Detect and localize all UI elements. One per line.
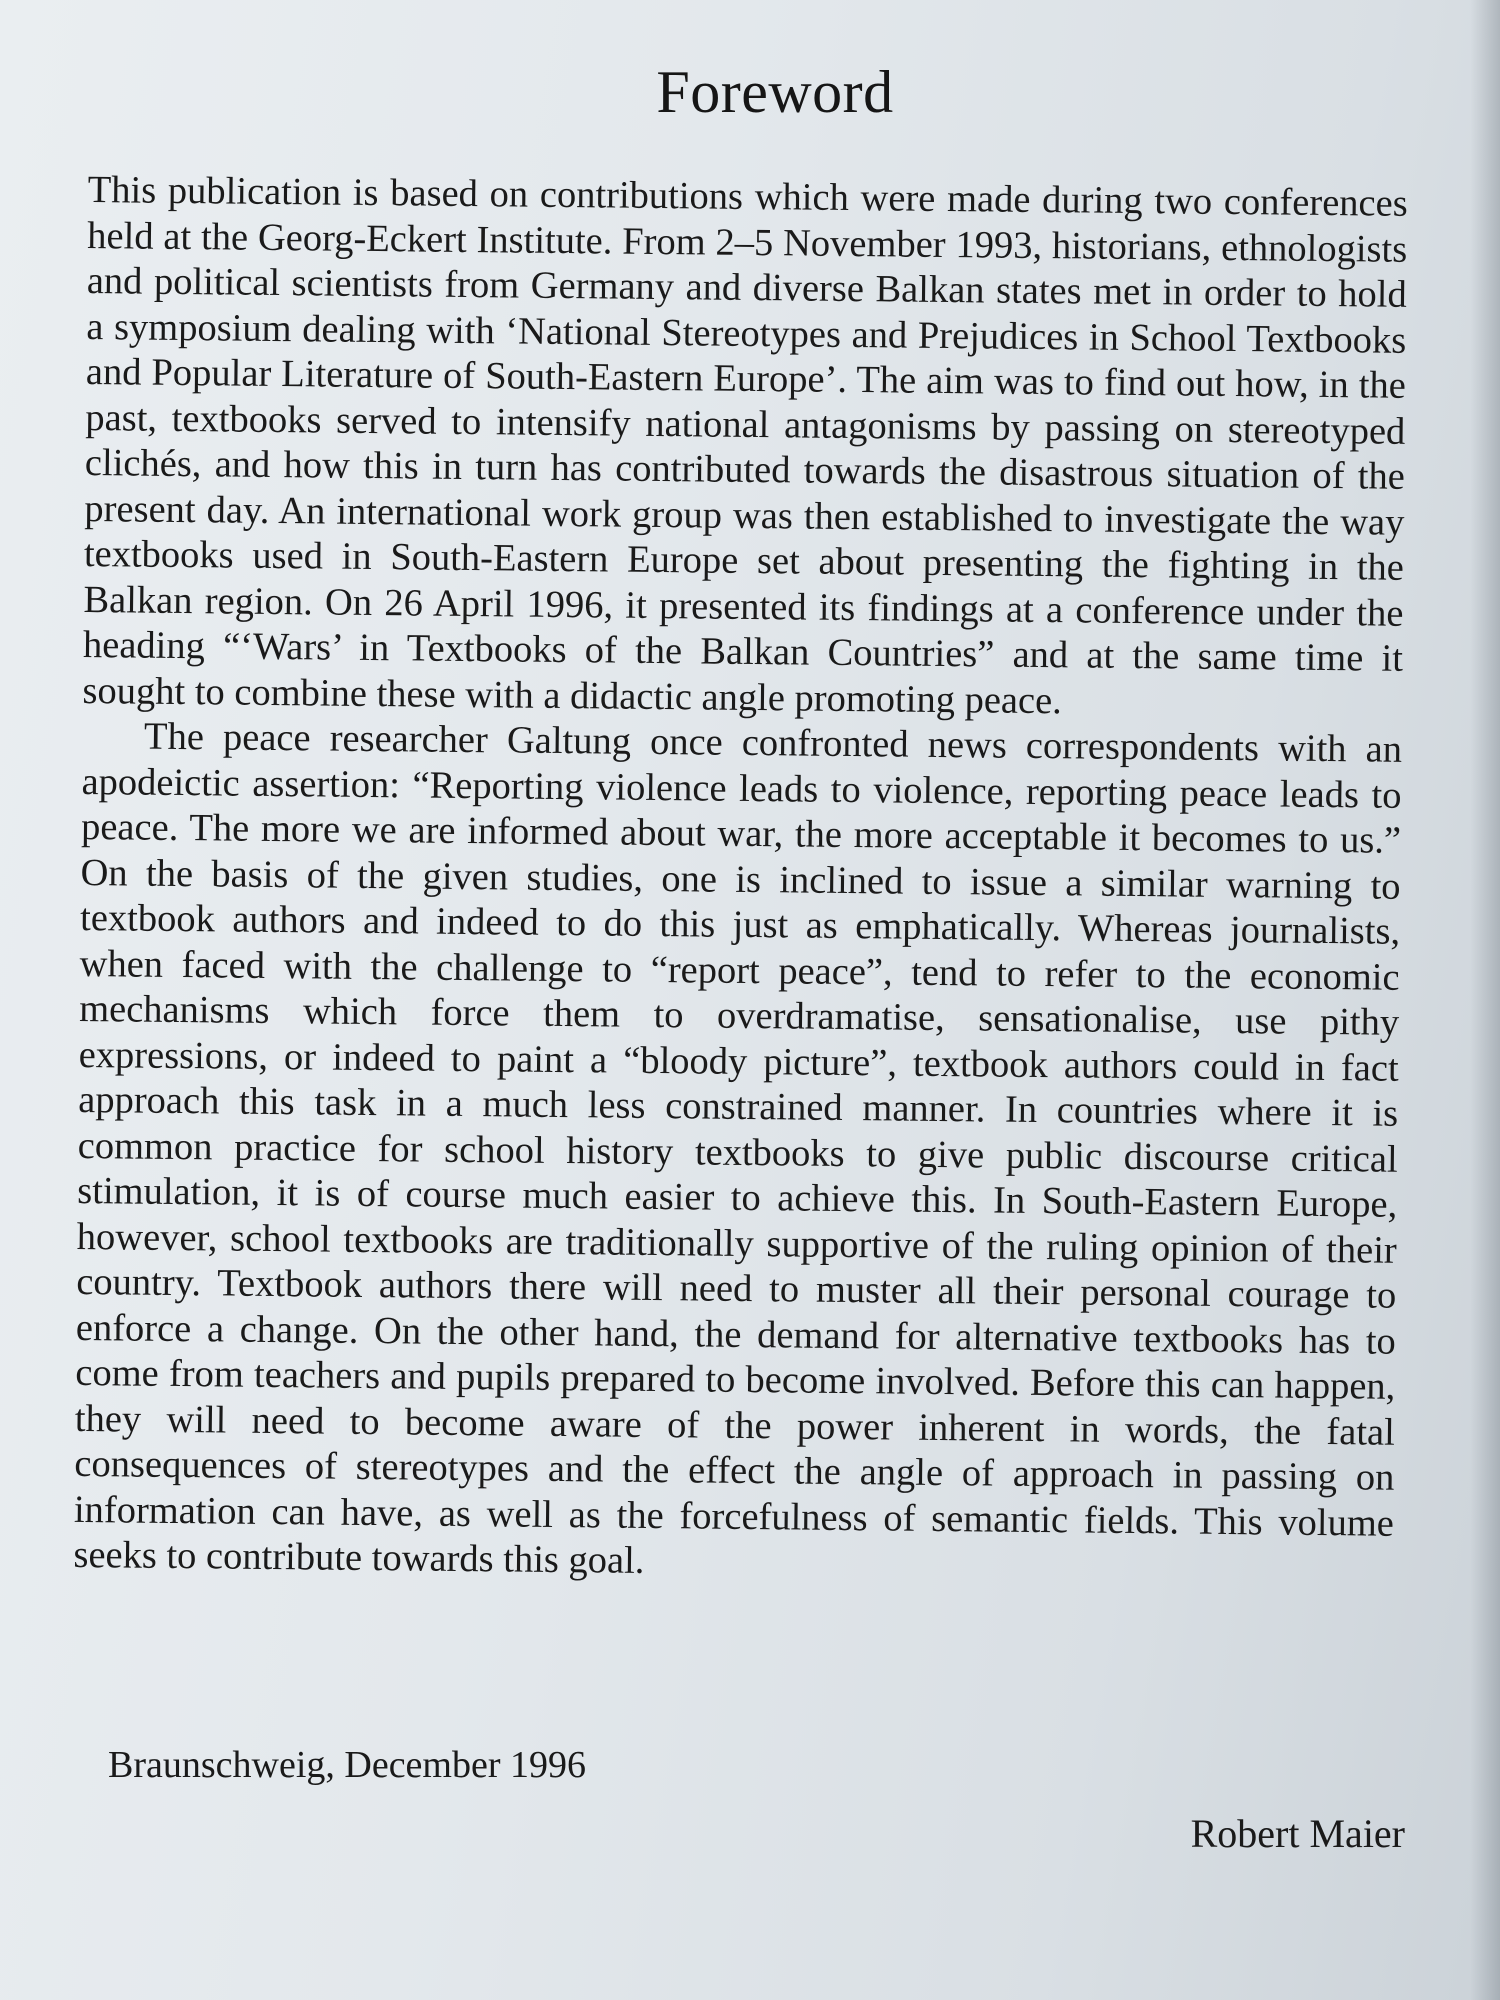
author-signature: Robert Maier [1190, 1811, 1405, 1856]
page-title: Foreword [656, 59, 894, 125]
place-date: Braunschweig, December 1996 [108, 1744, 587, 1786]
page-edge-shadow [1470, 0, 1500, 2000]
paragraph-2: The peace researcher Galtung once confronted news correspondents with an apodeictic assertion: “Reporting violence leads to violence, reporting peace leads to peace. The more we are informed about war, the more acceptable it becomes to us.” On the basis of the given studies, one is inclined to issue a similar warning to textbook authors and indeed to do this just as emphatically. Whereas journalists, when faced with the challenge to “report peace”, tend to refer to the economic mechanisms which force them to overdramatise, sensationalise, use pithy expressions, or indeed to paint a “bloody picture”, textbook authors could in fact approach this task in a much less constrained manner. In countries where it is common practice for school history textbooks to give public discourse critical stimulation, it is of course much easier to achieve this. In South-Eastern Europe, however, school textbooks are traditionally supportive of the ruling opinion of their country. Textbook authors there will need to muster all their personal courage to enforce a change. On the other hand, the demand for alternative textbooks has to come from teachers and pupils prepared to become involved. Before this can happen, they will need to become aware of the power inherent in words, the fatal consequences of stereotypes and the effect the angle of approach in passing on information can have, as well as the forcefulness of semantic fields. This volume seeks to contribute towards this goal. [73, 715, 1403, 1582]
foreword-body [73, 168, 1408, 1592]
paragraph-1: This publication is based on contributions which were made during two conferences held at the Georg-Eckert Institute. From 2–5 November 1993, historians, ethnologists and political scientists from Germany and diverse Balkan states met in order to hold a symposium dealing with ‘National Stereotypes and Prejudices in School Textbooks and Popular Literature of South-Eastern Europe’. The aim was to find out how, in the past, textbooks served to intensify national antagonisms by passing on stereotyped clichés, and how this in turn has contributed towards the disastrous situation of the present day. An international work group was then established to investigate the way textbooks used in South-Eastern Europe set about presenting the fighting in the Balkan region. On 26 April 1996, it presented its findings at a conference under the heading “‘Wars’ in Textbooks of the Balkan Countries” and at the same time it sought to combine these with a didactic angle promoting peace. [82, 168, 1408, 722]
